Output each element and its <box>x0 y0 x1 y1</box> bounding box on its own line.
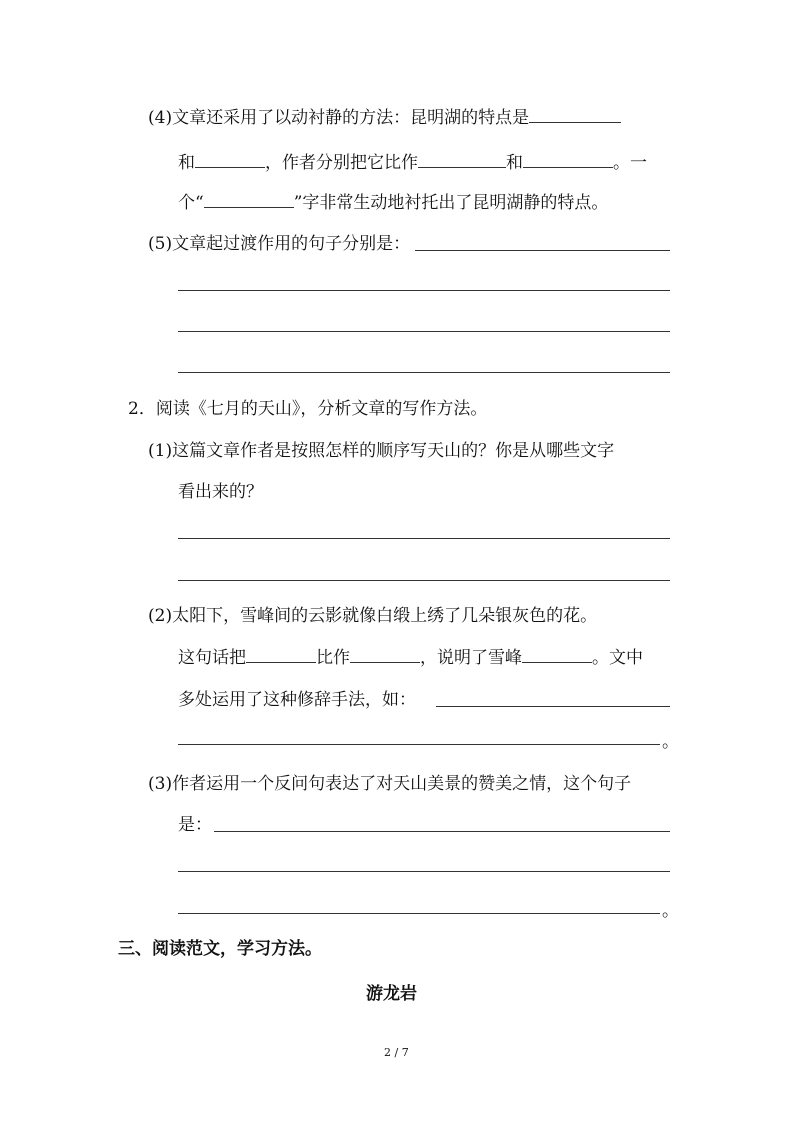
q2-1-line2 <box>178 481 263 503</box>
q2-3-marker: (3) <box>148 774 173 794</box>
q2-3-end-period <box>662 900 679 922</box>
q4-text-3b: ”字非常生动地衬托出了昆明湖静的特点。 <box>293 193 609 213</box>
q2-3-line2 <box>178 814 212 836</box>
page-number: 2 / 7 <box>384 1046 409 1059</box>
q2-3-text-1: 作者运用一个反问句表达了对天山美景的赞美之情，这个句子 <box>172 774 632 794</box>
q2-2-answer-line-2[interactable] <box>178 744 660 745</box>
q2-3-answer-line-3[interactable] <box>178 913 660 914</box>
q4-blank-5[interactable] <box>204 191 294 208</box>
q4-blank-3[interactable] <box>418 151 506 168</box>
q5-answer-line-2[interactable] <box>178 290 670 291</box>
q5-line1 <box>148 233 410 255</box>
q2-1-marker: (1) <box>148 441 173 461</box>
article-title: 游龙岩 <box>366 984 417 1004</box>
q5-answer-line-3[interactable] <box>178 331 670 332</box>
q2-1-answer-line-1[interactable] <box>178 538 670 539</box>
q2-2-blank-2[interactable] <box>350 646 420 663</box>
q4-text-3a: 个“ <box>178 193 204 213</box>
question2-text: 阅读《七月的天山》，分析文章的写作方法。 <box>155 399 488 419</box>
q5-answer-line-4[interactable] <box>178 372 670 373</box>
q2-1-line1 <box>148 440 614 462</box>
q2-2-text-2a: 这句话把 <box>178 648 246 668</box>
q2-2-end-period <box>662 731 679 753</box>
q4-text-2d: 。一 <box>613 153 647 173</box>
q2-2-text-3: 多处运用了这种修辞手法，如： <box>178 690 416 710</box>
q4-blank-1[interactable] <box>529 106 621 123</box>
section3-heading: 三、阅读范文，学习方法。 <box>118 939 322 959</box>
q2-1-answer-line-2[interactable] <box>178 580 670 581</box>
q5-answer-line-1[interactable] <box>415 250 670 251</box>
q2-3-end-text: 。 <box>662 901 679 921</box>
q2-2-text-1: 太阳下，雪峰间的云影就像白缎上绣了几朵银灰色的花。 <box>172 606 598 626</box>
q2-1-text-1: 这篇文章作者是按照怎样的顺序写天山的？你是从哪些文字 <box>172 441 615 461</box>
q2-2-blank-1[interactable] <box>246 646 316 663</box>
q2-3-answer-line-2[interactable] <box>178 871 670 872</box>
q2-2-answer-line-1[interactable] <box>436 706 670 707</box>
q4-line2 <box>178 151 647 174</box>
q4-blank-2[interactable] <box>195 151 265 168</box>
q4-marker: (4) <box>148 108 173 128</box>
q2-3-line1 <box>148 773 631 795</box>
q4-text-2c: 和 <box>506 153 523 173</box>
q4-blank-4[interactable] <box>523 151 613 168</box>
q4-text-1: 文章还采用了以动衬静的方法：昆明湖的特点是 <box>172 108 530 128</box>
q4-line3 <box>178 191 608 214</box>
q2-1-text-2: 看出来的？ <box>178 482 263 502</box>
q2-2-text-2d: 。文中 <box>592 648 643 668</box>
q5-text: 文章起过渡作用的句子分别是： <box>172 234 411 254</box>
question2 <box>128 398 487 420</box>
q2-2-line2 <box>178 646 643 669</box>
q2-2-text-2b: 比作 <box>316 648 350 668</box>
question2-number: 2． <box>128 399 156 419</box>
q2-2-text-2c: ，说明了雪峰 <box>420 648 522 668</box>
q2-2-line1 <box>148 605 597 627</box>
q5-marker: (5) <box>148 234 173 254</box>
q2-3-text-2: 是： <box>178 815 212 835</box>
q4-text-2a: 和 <box>178 153 195 173</box>
q2-2-end-text: 。 <box>662 732 679 752</box>
q2-3-answer-line-1[interactable] <box>214 831 670 832</box>
q4-line1 <box>148 106 621 129</box>
q4-text-2b: ，作者分别把它比作 <box>265 153 418 173</box>
q2-2-blank-3[interactable] <box>522 646 592 663</box>
q2-2-marker: (2) <box>148 606 173 626</box>
q2-2-line3 <box>178 689 416 711</box>
